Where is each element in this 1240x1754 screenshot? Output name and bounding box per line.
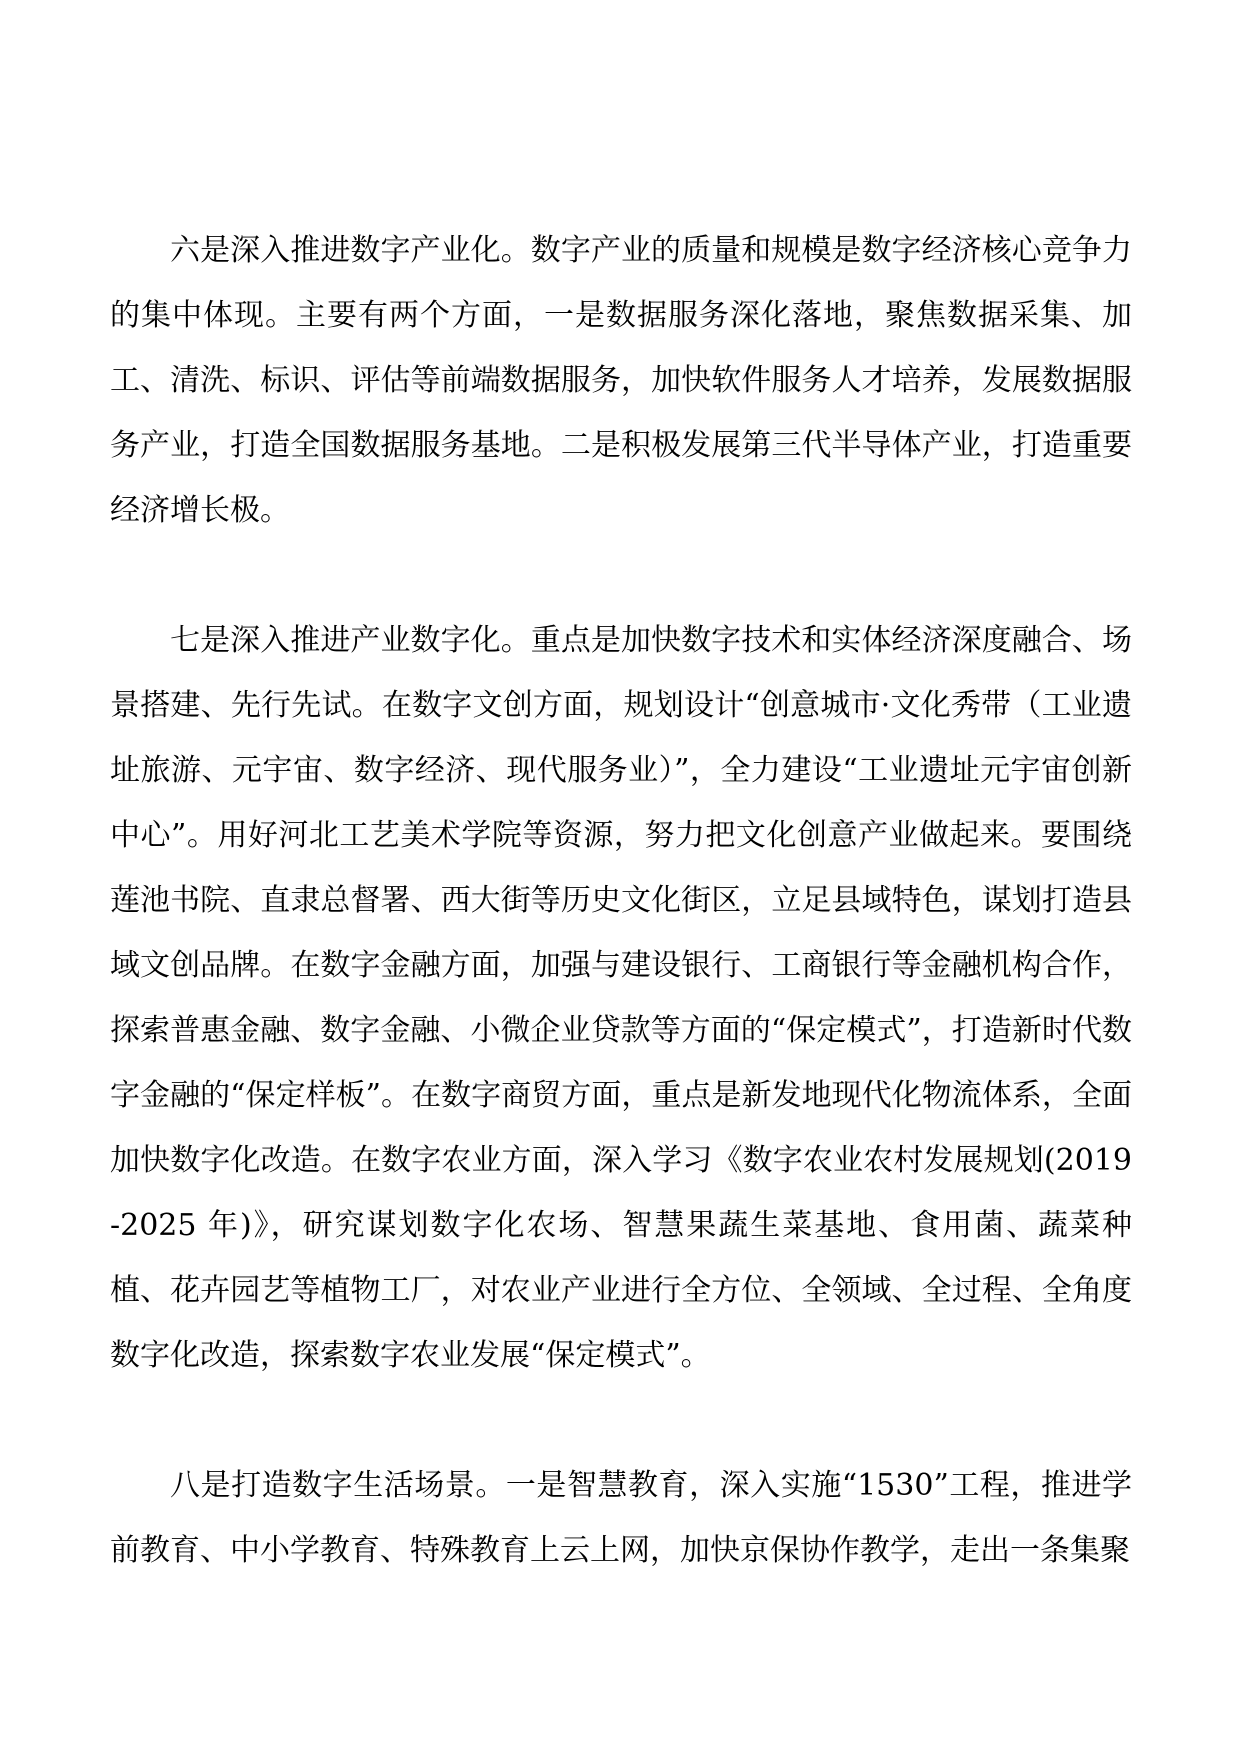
paragraph-point-six-digital-industrialization: 六是深入推进数字产业化。数字产业的质量和规模是数字经济核心竞争力的集中体现。主要有两个方面，一是数据服务深化落地，聚焦数据采集、加工、清洗、标识、评估等前端数据服务，加快软件服务人才培养，发展数据服务产业，打造全国数据服务基地。二是积极发展第三代半导体产业，打造重要经济增长极。 (110, 233, 1132, 528)
document-body (110, 218, 1132, 1583)
paragraph-point-eight-digital-life-scenes: 八是打造数字生活场景。一是智慧教育，深入实施“1530”工程，推进学前教育、中小学教育、特殊教育上云上网，加快京保协作教学，走出一条集聚 (110, 1468, 1132, 1568)
paragraph-point-seven-industry-digitalization: 七是深入推进产业数字化。重点是加快数字技术和实体经济深度融合、场景搭建、先行先试。在数字文创方面，规划设计“创意城市·文化秀带（工业遗址旅游、元宇宙、数字经济、现代服务业）”，全力建设“工业遗址元宇宙创新中心”。用好河北工艺美术学院等资源，努力把文化创意产业做起来。要围绕莲池书院、直隶总督署、西大街等历史文化街区，立足县域特色，谋划打造县域文创品牌。在数字金融方面，加强与建设银行、工商银行等金融机构合作，探索普惠金融、数字金融、小微企业贷款等方面的“保定模式”，打造新时代数字金融的“保定样板”。在数字商贸方面，重点是新发地现代化物流体系，全面加快数字化改造。在数字农业方面，深入学习《数字农业农村发展规划(2019-2025 年)》，研究谋划数字化农场、智慧果蔬生菜基地、食用菌、蔬菜种植、花卉园艺等植物工厂，对农业产业进行全方位、全领域、全过程、全角度数字化改造，探索数字农业发展“保定模式”。 (110, 623, 1132, 1373)
